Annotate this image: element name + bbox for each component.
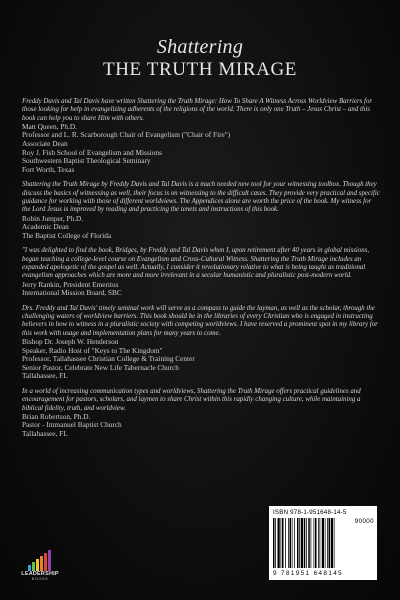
- attribution-line: Jerry Rankin, President Emeritus: [22, 279, 119, 289]
- endorsement-quote: Drs. Freddy and Tal Davis' timely seminal work will serve as a compass to guide the layman, as well as the scholar, through the challenging waters of worldview barriers. This book should be in the libraries of every Christian who is engaged in instructing believers in how to witness in a pluralistic society with competing worldviews. I have reserved a prominent spot in my library for this work with usage and implementation plans for many years to come.: [22, 304, 378, 337]
- attribution-line: Bishop Dr. Joseph W. Henderson: [22, 336, 119, 346]
- logo-bar: [40, 556, 43, 571]
- endorsement-4: [22, 305, 380, 381]
- publisher-logo: [18, 547, 62, 587]
- attribution-line: Tallahassee, FL: [22, 429, 68, 439]
- attribution-line: Senior Pastor, Celebrate New Life Tabernacle Church: [22, 362, 179, 372]
- barcode-digits: 9 781951 648145: [273, 570, 344, 577]
- endorsement-3: [22, 247, 380, 297]
- publisher-sub: BOOKS: [31, 577, 49, 581]
- barcode-bar: [282, 518, 284, 568]
- attribution-line: Matt Queen, Ph.D.: [22, 121, 77, 131]
- attribution-line: The Baptist College of Florida: [22, 230, 112, 240]
- publisher-name: LEADERSHIP: [21, 571, 59, 577]
- barcode-bar: [331, 518, 333, 568]
- endorsement-quote: "I was delighted to find the book, Bridges, by Freddy and Tal Davis when I, upon retirement after 40 years in global missions, began teaching a college-level course on Evangelism and Cross-Cultural Witness. Shattering the Truth Mirage includes an expanded apologetic of the gospel as well. Actually, I consider it revolutionary relative to what is being taught as traditional evangelism approaches which are more and more irrelevant in a secular humanistic and pluralistic post-modern world.: [22, 247, 370, 280]
- price-code: 90000: [354, 518, 374, 525]
- barcode-bar: [314, 518, 315, 568]
- logo-bar: [36, 559, 39, 571]
- barcode-bar: [273, 518, 275, 568]
- barcode-bar: [306, 518, 307, 568]
- barcode-bar: [320, 518, 321, 568]
- barcode-bar: [329, 518, 331, 568]
- barcode-bar: [315, 518, 317, 568]
- attribution-line: Fort Worth, Texas: [22, 164, 75, 174]
- endorsement-quote: Freddy Davis and Tal Davis have written Shattering the Truth Mirage: How To Share A Witness Across Worldview Barriers for those looking for help in evangelizing adherents of the religions of the world. There is only one Truth – Jesus Christ – and this book can help you to share Him with others.: [22, 98, 373, 122]
- attribution-line: Robin Jumper, Ph.D.: [22, 213, 84, 223]
- attribution-line: Academic Dean: [22, 222, 69, 232]
- attribution-line: Tallahassee, FL: [22, 371, 68, 381]
- barcode-bar: [288, 518, 289, 568]
- attribution-line: Southwestern Baptist Theological Seminary: [22, 156, 151, 166]
- logo-bar: [48, 550, 51, 571]
- barcode-bar: [311, 518, 312, 568]
- barcode-bar: [334, 518, 335, 568]
- barcode-bar: [281, 518, 282, 568]
- attribution-line: Pastor - Immanuel Baptist Church: [22, 420, 122, 430]
- attribution-line: International Mission Board, SBC: [22, 288, 122, 298]
- logo-bar: [44, 553, 47, 571]
- rising-bars-icon: [25, 547, 55, 571]
- attribution-line: Professor and L. R. Scarborough Chair of Evangelism ("Chair of Fire"): [22, 130, 231, 140]
- endorsement-quote: Shattering the Truth Mirage by Freddy Davis and Tal Davis is a much needed new tool for your witnessing toolbox. Though they discuss the basics of witnessing as well, their focus is on witnessing to the difficult cases. They provide very practical and specific guidance for working with those of different worldviews. The Appendices alone are worth the price of the book. My witness for the Lord Jesus is improved by reading and practicing the tenets and instructions of this book.: [22, 181, 380, 214]
- isbn-barcode: [269, 506, 377, 580]
- endorsements: [22, 98, 380, 446]
- cover-title: [0, 36, 400, 81]
- barcode-bar: [308, 518, 310, 568]
- barcode-bar: [297, 518, 299, 568]
- endorsement-quote: In a world of increasing communication types and worldviews, Shattering the Truth Mirage offers practical guidelines and encouragement for pastors, scholars, and laymen to share Christ within this rapidly changing culture, while maintaining a biblical fidelity, truth, and worldview.: [22, 387, 361, 412]
- barcode-bar: [275, 518, 276, 568]
- isbn-text: ISBN 978-1-951648-14-5: [273, 509, 347, 516]
- barcode-bar: [304, 518, 306, 568]
- barcode-bars: [273, 518, 355, 570]
- attribution-line: Associate Dean: [22, 139, 68, 149]
- barcode-bar: [299, 518, 300, 568]
- endorsement-1: [22, 98, 380, 174]
- barcode-bar: [294, 518, 295, 568]
- barcode-bar: [292, 518, 293, 568]
- barcode-bar: [327, 518, 328, 568]
- barcode-bar: [301, 518, 303, 568]
- attribution-line: Brian Robertson, Ph.D.: [22, 411, 91, 421]
- attribution-line: Professor, Tallahassee Christian College & Training Center: [22, 354, 195, 364]
- attribution-line: Roy J. Fish School of Evangelism and Missions: [22, 147, 162, 157]
- endorsement-5: [22, 388, 382, 439]
- barcode-bar: [278, 518, 280, 568]
- barcode-bar: [285, 518, 286, 568]
- barcode-bar: [290, 518, 292, 568]
- title-line-2: THE TRUTH MIRAGE: [103, 59, 297, 80]
- endorsement-2: [22, 181, 380, 240]
- barcode-bar: [318, 518, 319, 568]
- barcode-bar: [322, 518, 324, 568]
- attribution-line: Speaker, Radio Host of "Keys to The Kingdom": [22, 345, 163, 355]
- logo-bar: [32, 562, 35, 571]
- barcode-bar: [325, 518, 326, 568]
- title-line-1: Shattering: [156, 36, 244, 58]
